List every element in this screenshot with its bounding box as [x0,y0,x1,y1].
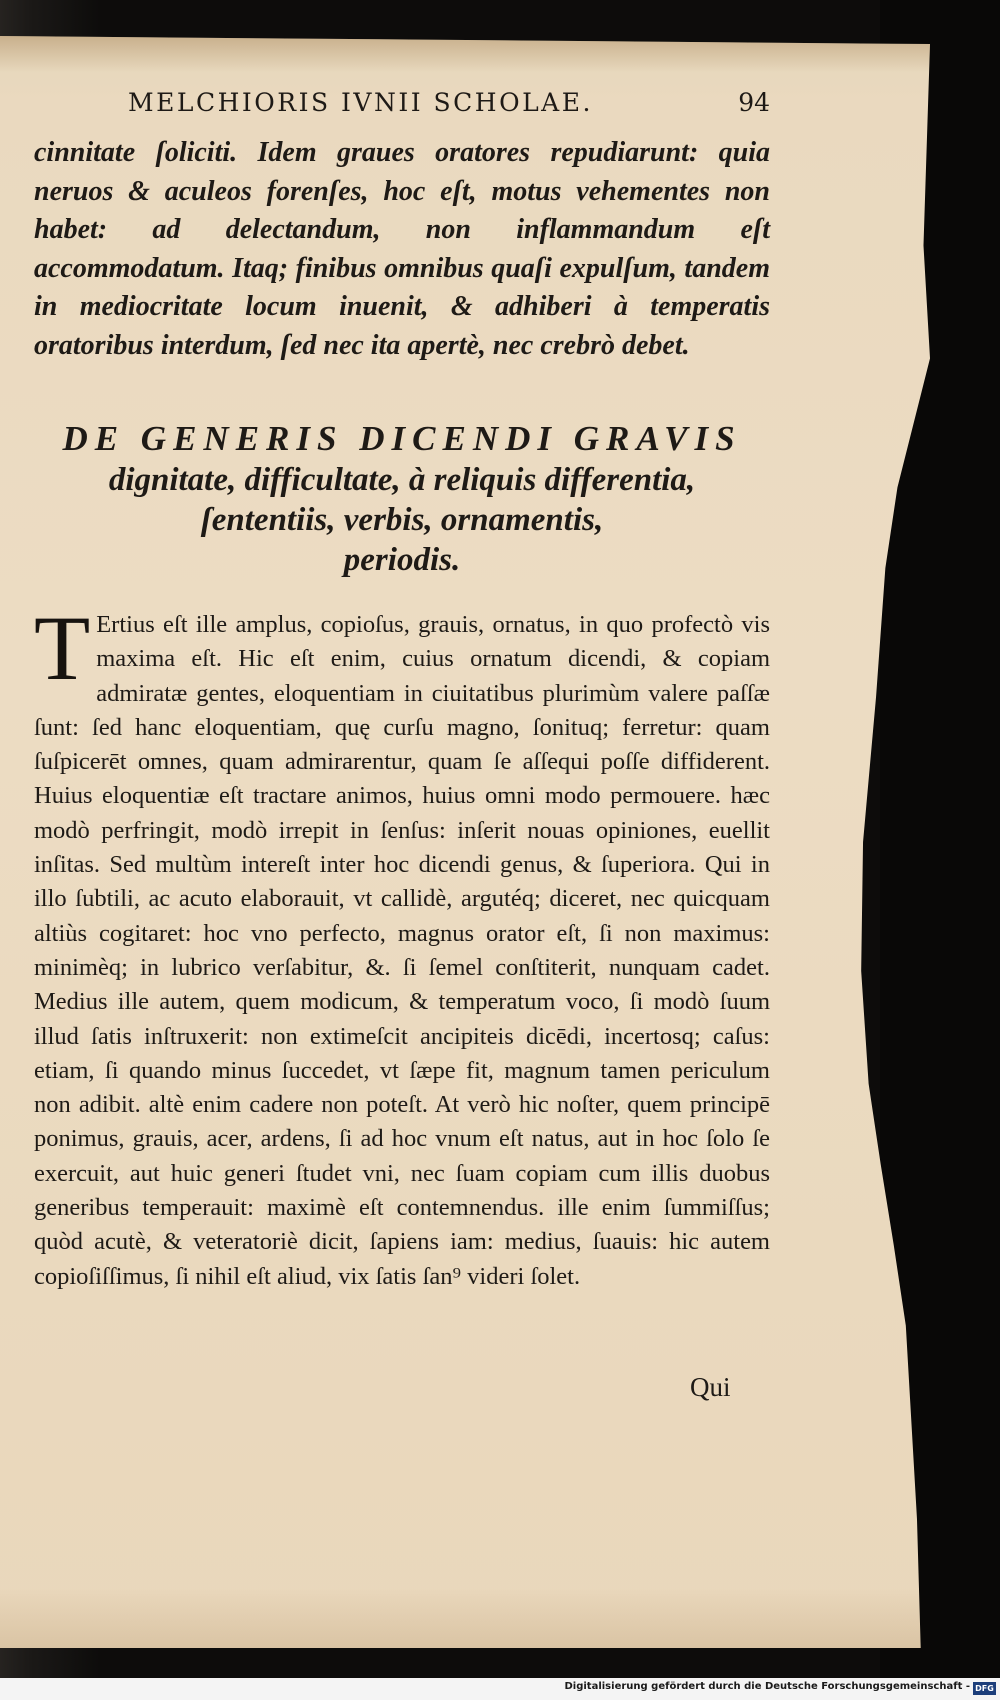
drop-cap: T [34,597,91,699]
footer-credit: Digitalisierung gefördert durch die Deutsche Forschungsgemeinschaft - [564,1681,970,1692]
dfg-logo-icon: DFG [973,1682,996,1695]
section-heading-line-4: periodis. [343,542,461,578]
page-number: 94 [738,88,770,117]
body-paragraph [34,597,770,1294]
italic-paragraph: cinnitate ſoliciti. Idem graues oratores repudiarunt: quia neruos & aculeos forenſes, hoc eſt, motus vehementes non habet: ad delectandum, non inflammandum eſt accommodatum. Itaq; finibus omnibus quaſi expulſum, tandem in mediocritate locum inuenit, & adhiberi à temperatis oratoribus interdum, ſed nec ita apertè, nec crebrò debet. [34,137,770,361]
body-text: Ertius eſt ille amplus, copioſus, grauis, ornatus, in quo profectò vis maxima eſt. Hic eſt enim, cuius ornatum dicendi, & copiam admiratæ gentes, eloquentiam in ciuitatibus plurimùm valere paſſæ ſunt: ſed hanc eloquentiam, quę curſu magno, ſonituq; ferretur: quam ſuſpicerēt omnes, quam admirarentur, quam ſe aſſequi poſſe diffiderent. Huius eloquentiæ eſt tractare animos, huius omni modo permouere. hæc modò perfringit, modò irrepit in ſenſus: inſerit nouas opiniones, euellit inſitas. Sed multùm intereſt inter hoc dicendi genus, & ſuperiora. Qui in illo ſubtili, ac acuto elaborauit, vt callidè, argutéq; diceret, nec quicquam altiùs cogitaret: hoc vno perfecto, magnus orator eſt, ſi non maximus: minimèq; in lubrico verſabitur, &. ſi ſemel conſtiterit, nunquam cadet. Medius ille autem, quem modicum, & temperatum voco, ſi modò ſuum illud ſatis inſtruxerit: non extimeſcit ancipiteis dicēdi, incertosq; caſus: etiam, ſi quando minus ſuccedet, vt ſæpe fit, magnum tamen periculum non adibit. altè enim cadere non poteſt. At verò hic noſter, quem principē ponimus, grauis, acer, ardens, ſi ad hoc vnum eſt natus, aut in hoc ſolo ſe exercuit, aut huic generi ſtudet vni, nec ſuam copiam cum illis duobus generibus temperauit: maximè eſt contemnendus. ille enim ſummiſſus; quòd acutè, & veteratoriè dicit, ſapiens iam: medius, ſuauis: hic autem copioſiſſimus, ſi nihil eſt aliud, vix ſatis ſan⁹ videri ſolet. [34,611,770,1290]
running-head-title: MELCHIORIS IVNII SCHOLAE. [128,88,593,117]
section-heading [34,418,770,580]
footer-bar [0,1678,1000,1700]
running-head [34,88,770,128]
section-heading-line-2: dignitate, difficultate, à reliquis differentia, [108,462,696,498]
section-heading-line-1: DE GENERIS DICENDI GRAVIS [62,419,742,458]
catchword: Qui [690,1372,731,1402]
section-heading-line-3: ſententiis, verbis, ornamentis, [200,502,604,538]
